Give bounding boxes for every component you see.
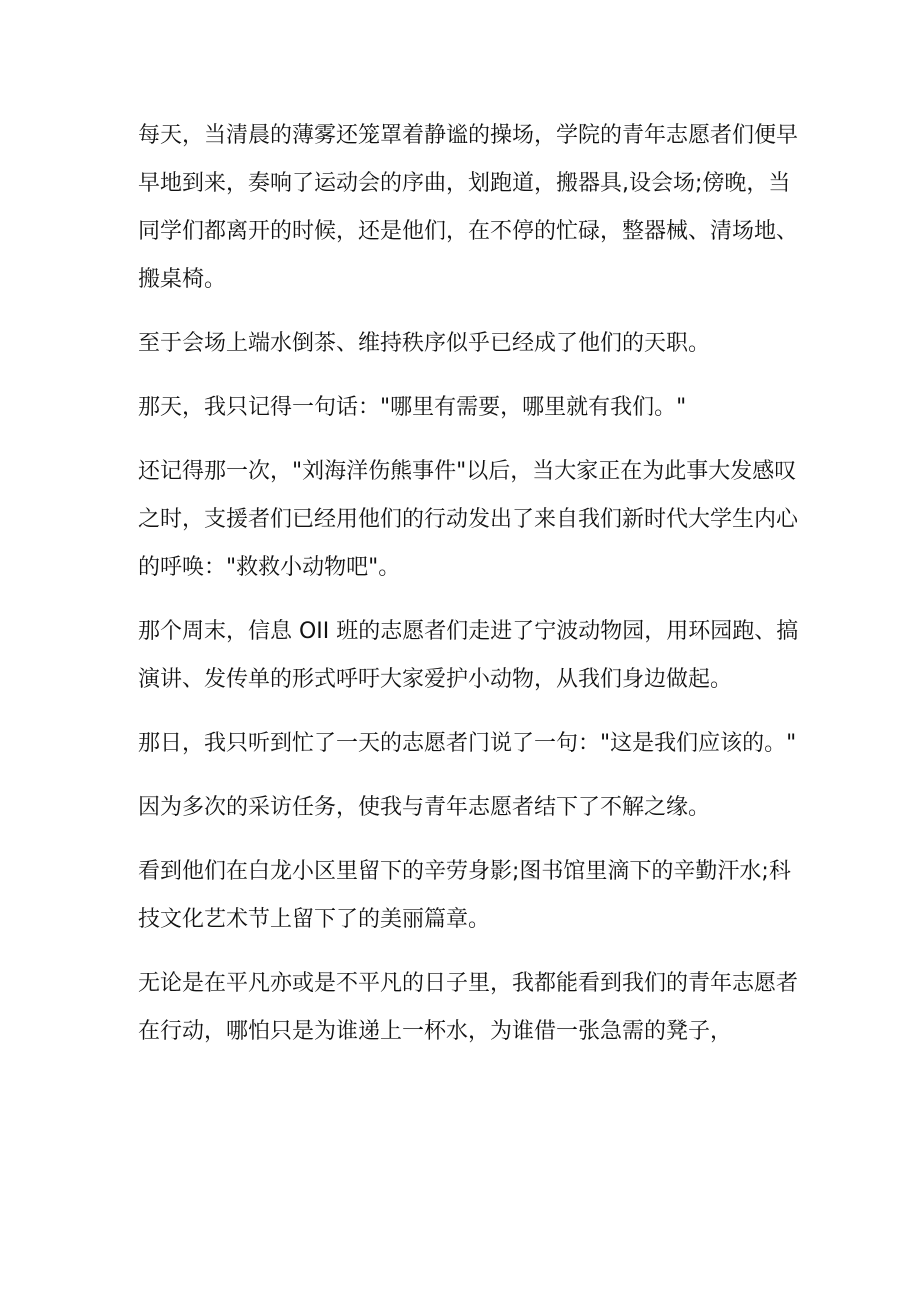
paragraph-5: 那个周末，信息 OII 班的志愿者们走进了宁波动物园，用环园跑、搞演讲、发传单的形式呼吁大家爱护小动物，从我们身边做起。 [138,619,799,692]
paragraph-7: 因为多次的采访任务，使我与青年志愿者结下了不解之缘。 [138,795,711,820]
paragraph-3: 那天，我只记得一句话："哪里有需要，哪里就有我们。" [138,395,687,420]
paragraph-9: 无论是在平凡亦或是不平凡的日子里，我都能看到我们的青年志愿者在行动，哪怕只是为谁递上一杯水，为谁借一张急需的凳子， [138,971,799,1044]
paragraph-2: 至于会场上端水倒茶、维持秩序似乎已经成了他们的天职。 [138,331,711,356]
paragraph-6: 那日，我只听到忙了一天的志愿者门说了一句："这是我们应该的。" [138,731,797,756]
paragraph-4: 还记得那一次，"刘海洋伤熊事件"以后，当大家正在为此事大发感叹之时，支援者们已经用他们的行动发出了来自我们新时代大学生内心的呼唤："救救小动物吧"。 [138,459,799,580]
paragraph-1: 每天，当清晨的薄雾还笼罩着静谧的操场，学院的青年志愿者们便早早地到来，奏响了运动会的序曲，划跑道，搬器具,设会场;傍晚，当同学们都离开的时候，还是他们，在不停的忙碌，整器械、清场地、搬桌椅。 [138,123,799,292]
paragraph-8: 看到他们在白龙小区里留下的辛劳身影;图书馆里滴下的辛勤汗水;科技文化艺术节上留下了的美丽篇章。 [138,859,791,932]
document-body [138,112,804,1072]
